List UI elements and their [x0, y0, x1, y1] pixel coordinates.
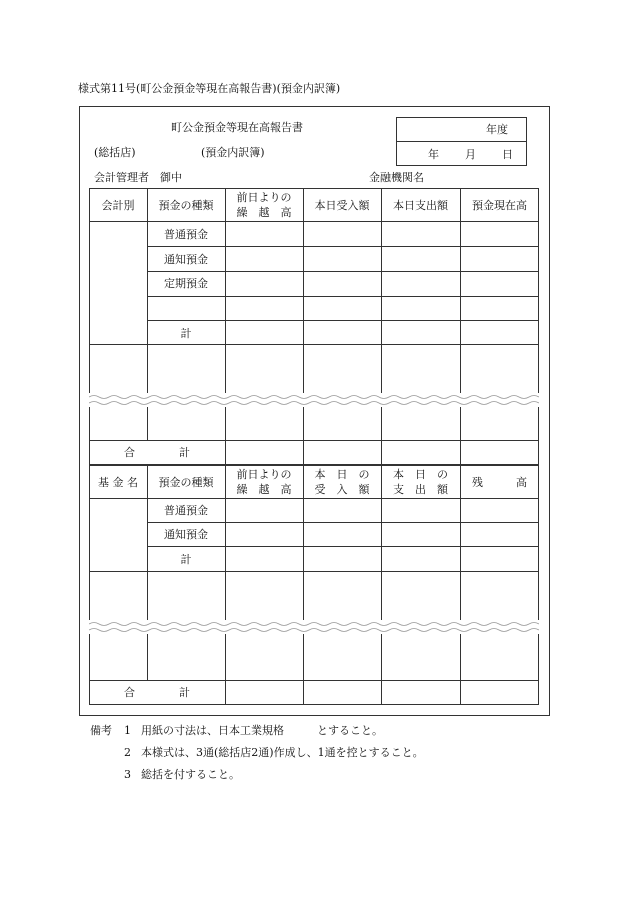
t2-row-notice: 通知預金	[164, 528, 208, 541]
remark-2-num: 2	[124, 746, 131, 759]
remarks-label: 備考	[90, 724, 112, 737]
remark-3	[90, 764, 424, 786]
t1-header-carryover-1: 前日よりの	[236, 191, 292, 204]
t2-header-deposit-type: 預金の種類	[158, 476, 214, 489]
fiscal-year-label: 年度	[486, 123, 508, 136]
t1-header-balance: 預金現在高	[472, 199, 527, 212]
remark-1-num: 1	[124, 724, 131, 737]
t2-row-ordinary: 普通預金	[164, 504, 208, 517]
t1-row-fixed: 定期預金	[164, 277, 208, 290]
t1-row-ordinary: 普通預金	[164, 228, 208, 241]
remark-1	[90, 720, 424, 742]
remark-2-text: 本様式は、3通(総括店2通)作成し、1通を控とすること。	[141, 746, 424, 759]
t2-header-received-2: 受 入 額	[314, 483, 370, 496]
form-title: 町公金預金等現在高報告書	[171, 121, 303, 134]
institution-label: 金融機関名	[369, 171, 424, 184]
t2-total: 合 計	[124, 686, 190, 699]
form-caption: 様式第11号(町公金預金等現在高報告書)(預金内訳簿)	[78, 82, 341, 95]
t2-header-balance: 残 高	[472, 476, 527, 489]
date-day-label: 日	[502, 148, 513, 161]
t2-header-carryover-1: 前日よりの	[236, 468, 292, 481]
remarks	[90, 720, 424, 786]
t2-header-fund: 基 金 名	[98, 476, 138, 489]
t1-header-paid: 本日支出額	[393, 199, 448, 212]
remark-3-text: 総括を付すること。	[141, 768, 240, 781]
remark-2	[90, 742, 424, 764]
table1-break	[89, 393, 539, 407]
t1-header-deposit-type: 預金の種類	[158, 199, 214, 212]
t2-header-carryover-2: 繰 越 高	[236, 483, 292, 496]
t2-header-paid-2: 支 出 額	[393, 483, 448, 496]
date-year-label: 年	[428, 148, 439, 161]
date-month-label: 月	[465, 148, 476, 161]
remark-1-text: 用紙の寸法は、日本工業規格 とすること。	[141, 724, 383, 737]
t2-header-paid-1: 本 日 の	[393, 468, 448, 481]
t1-row-notice: 通知預金	[164, 253, 208, 266]
table2-break	[89, 620, 539, 634]
t2-row-subtotal: 計	[180, 553, 192, 566]
addressee: 会計管理者 御中	[94, 171, 182, 184]
remark-3-num: 3	[124, 768, 131, 781]
t1-total: 合 計	[124, 446, 190, 459]
t1-header-carryover-2: 繰 越 高	[236, 206, 292, 219]
t1-header-account: 会計別	[101, 199, 135, 212]
branch-label: (総括店)	[94, 146, 136, 159]
t2-header-received-1: 本 日 の	[314, 468, 370, 481]
t1-header-received: 本日受入額	[314, 199, 370, 212]
t1-row-subtotal: 計	[180, 327, 192, 340]
ledger-label: (預金内訳簿)	[201, 146, 265, 159]
